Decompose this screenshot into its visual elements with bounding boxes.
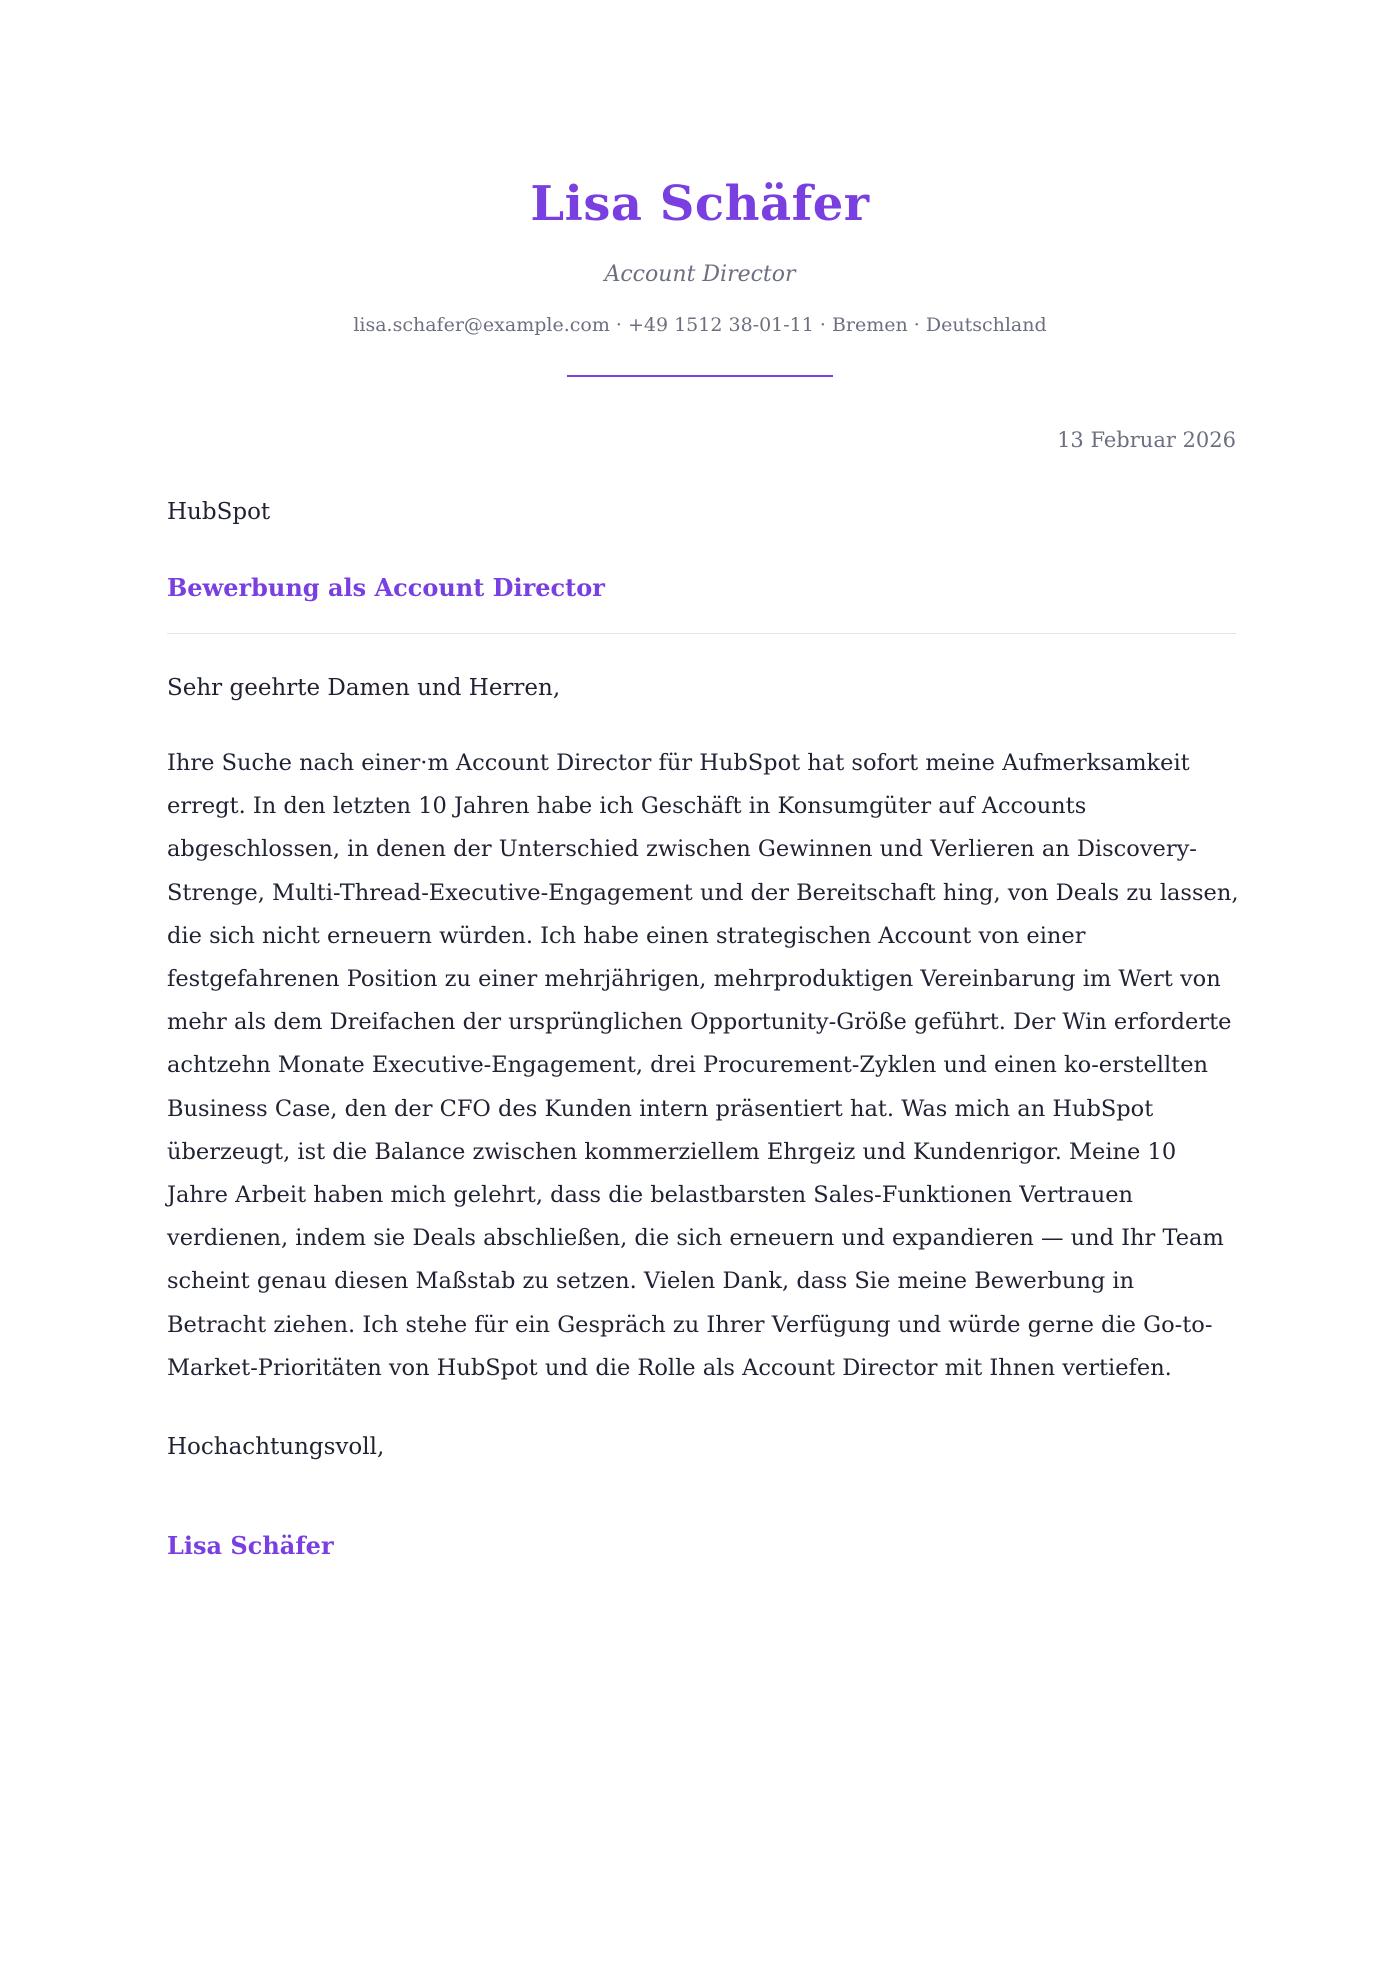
- recipient-company: HubSpot: [167, 499, 271, 525]
- subject-divider: [167, 633, 1236, 634]
- letter-subject: Bewerbung als Account Director: [167, 573, 605, 602]
- contact-line: lisa.schafer@example.com · +49 1512 38-01-11 · Bremen · Deutschland: [353, 314, 1047, 336]
- applicant-role: Account Director: [604, 262, 796, 287]
- closing: Hochachtungsvoll,: [167, 1434, 385, 1460]
- letter-date: 13 Februar 2026: [1057, 428, 1236, 452]
- applicant-name: Lisa Schäfer: [530, 176, 870, 232]
- salutation: Sehr geehrte Damen und Herren,: [167, 675, 561, 701]
- signature-name: Lisa Schäfer: [167, 1531, 334, 1560]
- letter-body: Ihre Suche nach einer·m Account Director für HubSpot hat sofort meine Aufmerksamkeit erregt. In den letzten 10 Jahren habe ich Geschäft in Konsumgüter auf Accounts abgeschlossen, in denen der Unterschied zwischen Gewinnen und Verlieren an Discovery-Strenge, Multi-Thread-Executive-Engagement und der Bereitschaft hing, von Deals zu lassen, die sich nicht erneuern würden. Ich habe einen strategischen Account von einer festgefahrenen Position zu einer mehrjährigen, mehrproduktigen Vereinbarung im Wert von mehr als dem Dreifachen der ursprünglichen Opportunity-Größe geführt. Der Win erforderte achtzehn Monate Executive-Engagement, drei Procurement-Zyklen und einen ko-erstellten Business Case, den der CFO des Kunden intern präsentiert hat. Was mich an HubSpot überzeugt, ist die Balance zwischen kommerziellem Ehrgeiz und Kundenrigor. Meine 10 Jahre Arbeit haben mich gelehrt, dass die belastbarsten Sales-Funktionen Vertrauen verdienen, indem sie Deals abschließen, die sich erneuern und expandieren — und Ihr Team scheint genau diesen Maßstab zu setzen. Vielen Dank, dass Sie meine Bewerbung in Betracht ziehen. Ich stehe für ein Gespräch zu Ihrer Verfügung und würde gerne die Go-to-Market-Prioritäten von HubSpot und die Rolle als Account Director mit Ihnen vertiefen.: [167, 750, 1239, 1381]
- header-divider: [567, 375, 833, 377]
